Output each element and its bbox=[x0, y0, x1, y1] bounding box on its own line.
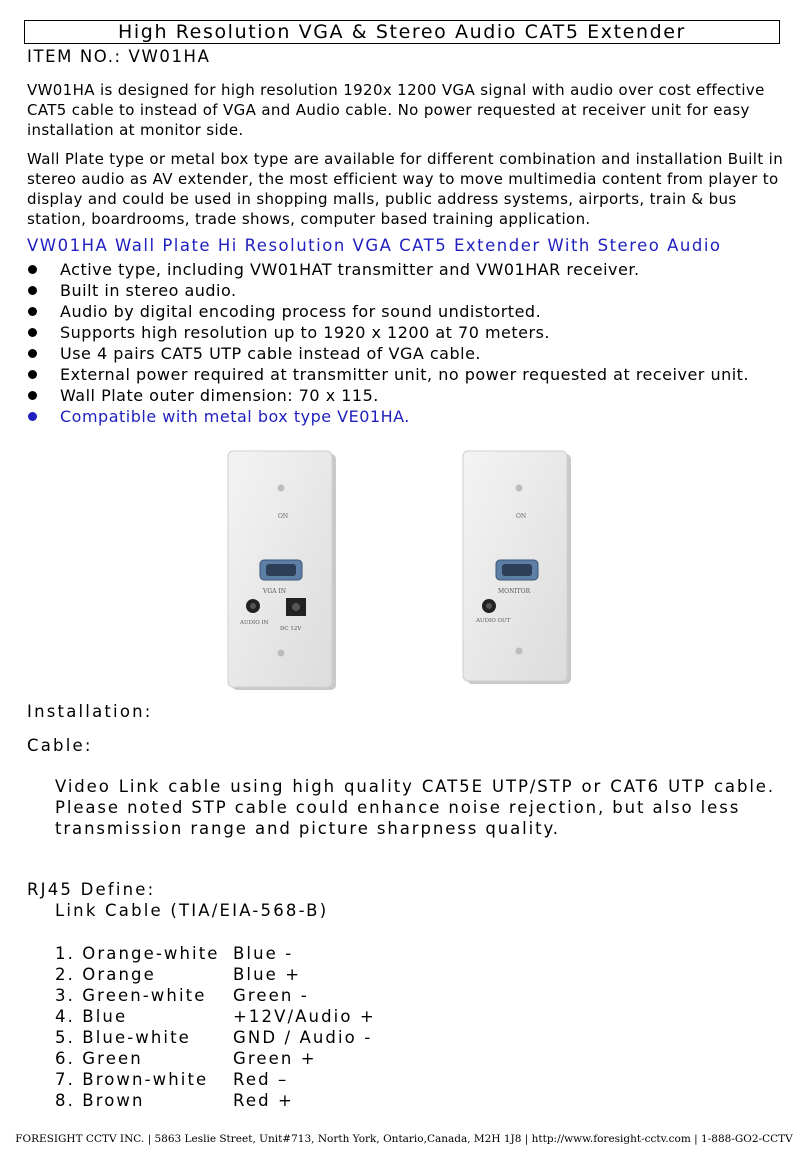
intro-paragraph-1: VW01HA is designed for high resolution 1920x 1200 VGA signal with audio over cost effective CAT5 cable to instead of VGA and Audio cable. No power requested at receiver unit for easy installation at monitor side. bbox=[27, 81, 765, 139]
tx-dc-label: DC 12V bbox=[280, 626, 302, 632]
bullet-icon bbox=[28, 391, 37, 400]
intro-paragraph-2: Wall Plate type or metal box type are available for different combination and installation Built in stereo audio as AV extender, the most efficient way to move multimedia content from player to display and could be used in shopping malls, public address systems, airports, train & bus station, boardrooms, trade shows, computer based training application. bbox=[27, 150, 784, 228]
bullet-icon bbox=[28, 307, 37, 316]
cable-heading: Cable: bbox=[27, 736, 93, 755]
pin-signal: Red – bbox=[233, 1070, 289, 1089]
rj45-heading: RJ45 Define: bbox=[27, 880, 156, 899]
bullet-icon bbox=[28, 286, 37, 295]
table-row bbox=[55, 1027, 376, 1048]
feature-list bbox=[27, 259, 749, 427]
pin-signal: Red + bbox=[233, 1091, 294, 1110]
pin-wire: 7. Brown-white bbox=[55, 1070, 209, 1089]
bullet-icon bbox=[28, 349, 37, 358]
rx-on-label: ON bbox=[516, 513, 527, 520]
table-row bbox=[55, 1069, 376, 1090]
cable-description bbox=[55, 776, 775, 839]
bullet-icon bbox=[28, 412, 37, 421]
feature-text: Built in stereo audio. bbox=[60, 281, 237, 300]
rx-monitor-label: MONITOR bbox=[498, 588, 531, 595]
bullet-icon bbox=[28, 265, 37, 274]
pin-signal: Green + bbox=[233, 1049, 317, 1068]
feature-item bbox=[27, 385, 749, 406]
bullet-icon bbox=[28, 370, 37, 379]
feature-text: Supports high resolution up to 1920 x 1200 at 70 meters. bbox=[60, 323, 551, 342]
installation-heading: Installation: bbox=[27, 702, 153, 721]
pin-wire: 5. Blue-white bbox=[55, 1028, 191, 1047]
rx-audio-label: AUDIO OUT bbox=[476, 618, 511, 624]
tx-vga-label: VGA IN bbox=[263, 588, 286, 595]
feature-item bbox=[27, 280, 749, 301]
cable-text-line-1: Video Link cable using high quality CAT5E UTP/STP or CAT6 UTP cable. Please noted STP cable could enhance noise rejection, but also less bbox=[55, 777, 775, 817]
table-row bbox=[55, 1006, 376, 1027]
feature-text: Compatible with metal box type VE01HA. bbox=[60, 407, 410, 426]
pin-wire: 8. Brown bbox=[55, 1091, 145, 1110]
pin-signal: +12V/Audio + bbox=[233, 1007, 376, 1026]
pin-signal: GND / Audio - bbox=[233, 1028, 373, 1047]
feature-item bbox=[27, 364, 749, 385]
feature-item bbox=[27, 322, 749, 343]
item-number: ITEM NO.: VW01HA bbox=[27, 47, 211, 66]
feature-item bbox=[27, 343, 749, 364]
link-cable-standard: Link Cable (TIA/EIA-568-B) bbox=[55, 901, 329, 920]
feature-item bbox=[27, 301, 749, 322]
table-row bbox=[55, 964, 376, 985]
table-row bbox=[55, 985, 376, 1006]
pin-signal: Green - bbox=[233, 986, 309, 1005]
feature-item bbox=[27, 259, 749, 280]
feature-text: Active type, including VW01HAT transmitter and VW01HAR receiver. bbox=[60, 260, 640, 279]
table-row bbox=[55, 1048, 376, 1069]
table-row bbox=[55, 943, 376, 964]
receiver-plate bbox=[463, 451, 571, 684]
pin-wire: 2. Orange bbox=[55, 965, 156, 984]
tx-audio-label: AUDIO IN bbox=[240, 620, 269, 626]
pin-wire: 6. Green bbox=[55, 1049, 143, 1068]
pin-wire: 3. Green-white bbox=[55, 986, 207, 1005]
feature-text: Wall Plate outer dimension: 70 x 115. bbox=[60, 386, 379, 405]
pin-wire: 4. Blue bbox=[55, 1007, 128, 1026]
pin-wire: 1. Orange-white bbox=[55, 944, 220, 963]
table-row bbox=[55, 1090, 376, 1111]
pin-signal: Blue + bbox=[233, 965, 302, 984]
bullet-icon bbox=[28, 328, 37, 337]
feature-text: Use 4 pairs CAT5 UTP cable instead of VGA cable. bbox=[60, 344, 482, 363]
page-title: High Resolution VGA & Stereo Audio CAT5 Extender bbox=[24, 20, 780, 44]
feature-item-compatible bbox=[27, 406, 749, 427]
feature-text: Audio by digital encoding process for sound undistorted. bbox=[60, 302, 542, 321]
pin-table bbox=[55, 943, 376, 1111]
tx-on-label: ON bbox=[278, 513, 289, 520]
wall-plate-photo bbox=[218, 448, 578, 698]
feature-text: External power required at transmitter unit, no power requested at receiver unit. bbox=[60, 365, 750, 384]
cable-text-line-2: transmission range and picture sharpness quality. bbox=[55, 819, 560, 838]
transmitter-plate bbox=[228, 451, 336, 690]
product-subheading: VW01HA Wall Plate Hi Resolution VGA CAT5 Extender With Stereo Audio bbox=[27, 236, 722, 255]
pin-signal: Blue - bbox=[233, 944, 294, 963]
footer-contact: FORESIGHT CCTV INC. | 5863 Leslie Street, Unit#713, North York, Ontario,Canada, M2H 1J8 | http://www.foresight-cctv.com | 1-888-GO2-CCTV bbox=[15, 1133, 793, 1145]
